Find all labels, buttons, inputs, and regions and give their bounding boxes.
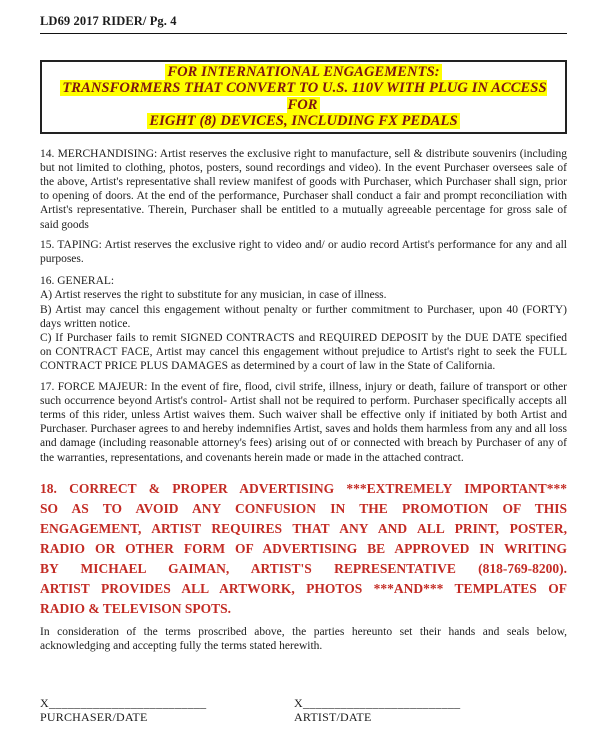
paragraph-force-majeur: 17. FORCE MAJEUR: In the event of fire, flood, civil strife, illness, injury or death, failure of transport or other such occurrence beyond Artist's control- Artist shall not be required to perform. Purchaser specifically accepts all terms of this rider, unless Artist waives them. Such waiver shall be effective only if initiated by both Artist and Purchaser. Purchaser agrees to and hereby indemnifies Artist, saves and holds them harmless from any and all loss and damage (including reasonable attorney's fees) arising out of or connected with breach by Purchaser of any of the warranties, representations, and covenants herein made or made in the attached contract. [40, 380, 567, 464]
general-item-b: B) Artist may cancel this engagement without penalty or further commitment to Purchaser, upon 40 (FORTY) days written notice. [40, 303, 567, 330]
advertising-line-6: ARTIST PROVIDES ALL ARTWORK, PHOTOS ***AND*** TEMPLATES OF [40, 580, 567, 596]
general-heading: 16. GENERAL: [40, 275, 115, 288]
signature-purchaser-line: X_________________________ [40, 696, 207, 711]
advertising-line-3: ENGAGEMENT, ARTIST REQUIRES THAT ANY AND ALL PRINT, POSTER, [40, 520, 567, 536]
general-item-c: C) If Purchaser fails to remit SIGNED CONTRACTS and REQUIRED DEPOSIT by the DUE DATE specified on CONTRACT FACE, Artist may cancel this engagement without prejudice to Artist's right to seek the FULL CONTRACT PRICE PLUS DAMAGES as determined by a court of law in the State of California. [40, 332, 567, 373]
advertising-line-5: BY MICHAEL GAIMAN, ARTIST'S REPRESENTATIVE (818-769-8200). [40, 560, 567, 576]
advertising-line-1: 18. CORRECT & PROPER ADVERTISING ***EXTREMELY IMPORTANT*** [40, 480, 567, 496]
banner-line-2 [45, 80, 562, 113]
banner-line-3 [45, 113, 562, 129]
paragraph-closing: In consideration of the terms proscribed above, the parties hereunto set their hands and seals below, acknowledging and accepting fully the terms stated herewith. [40, 625, 567, 653]
banner-highlight-text-2: TRANSFORMERS THAT CONVERT TO U.S. 110V WITH PLUG IN ACCESS FOR [62, 80, 547, 113]
signature-artist-line: X_________________________ [294, 696, 461, 711]
banner-highlight-text-3: EIGHT (8) DEVICES, INCLUDING FX PEDALS [149, 113, 458, 130]
advertising-line-2: SO AS TO AVOID ANY CONFUSION IN THE PROMOTION OF THIS [40, 500, 567, 516]
signature-artist-label: ARTIST/DATE [294, 709, 372, 724]
page-header: LD69 2017 RIDER/ Pg. 4 [40, 14, 567, 34]
paragraph-taping: 15. TAPING: Artist reserves the exclusive right to video and/ or audio record Artist's performance for any and all purposes. [40, 238, 567, 266]
signature-purchaser-label: PURCHASER/DATE [40, 709, 148, 724]
banner-highlight-text-1: FOR INTERNATIONAL ENGAGEMENTS: [167, 64, 440, 80]
paragraph-general [40, 274, 567, 373]
paragraph-advertising [40, 479, 567, 619]
general-item-a: A) Artist reserves the right to substitute for any musician, in case of illness. [40, 289, 387, 302]
advertising-line-4: RADIO OR OTHER FORM OF ADVERTISING BE APPROVED IN WRITING [40, 540, 567, 556]
banner-line-1 [45, 64, 562, 80]
international-engagements-banner [40, 60, 567, 134]
signature-block [40, 697, 567, 724]
signature-purchaser [40, 697, 294, 724]
advertising-line-7: RADIO & TELEVISON SPOTS. [40, 600, 232, 616]
signature-artist [294, 697, 567, 724]
paragraph-merchandising: 14. MERCHANDISING: Artist reserves the exclusive right to manufacture, sell & distribute souvenirs (including but not limited to clothing, photos, posters, sound recordings and video). In the event Purchaser oversees sale of the above, Artist's representative shall review manifest of goods with Purchaser, which Purchaser shall sign, prior to opening of doors. At the end of the performance, Purchaser shall conduct a fair and prompt reconciliation with Artist's representative. Therein, Purchaser shall be entitled to a mutually agreeable percentage for gross sale of said goods [40, 147, 567, 231]
